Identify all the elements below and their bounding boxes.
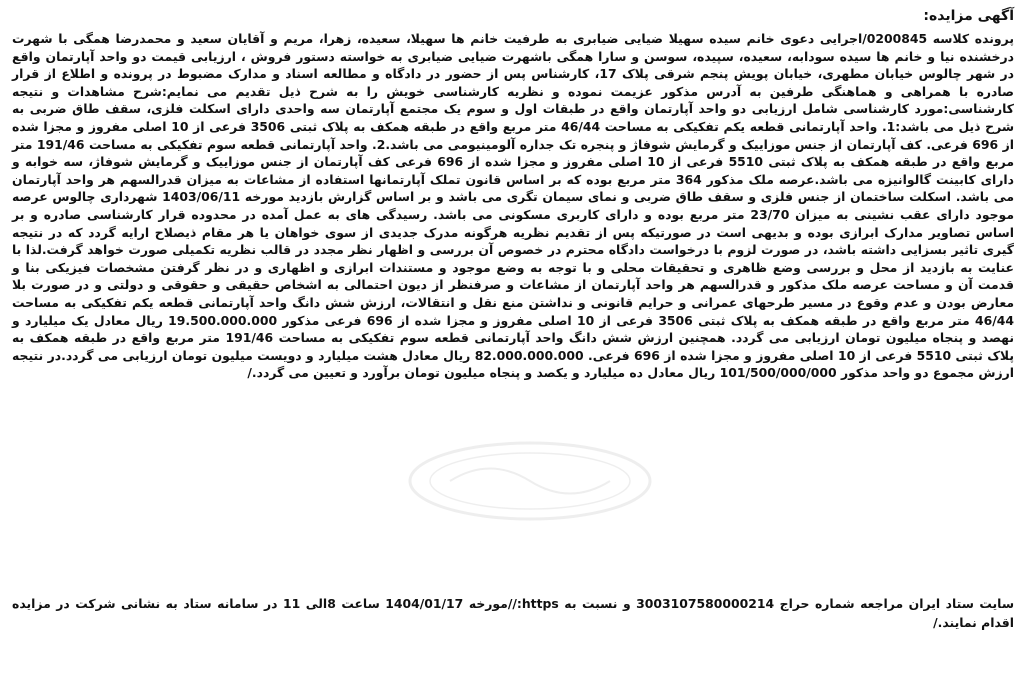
watermark-inner-ring	[430, 453, 630, 509]
watermark-ring	[410, 443, 650, 519]
notice-footer: سایت ستاد ایران مراجعه شماره حراج 3003107580000214 و نسبت به https://مورخه 1404/01/17 ساعت 8الی 11 در سامانه ستاد به نشانی شرکت در مزایده اقدام نمایند./	[12, 596, 1015, 630]
notice-title: آگهی مزایده:	[923, 8, 1014, 24]
watermark-logo	[400, 436, 660, 526]
watermark-ornament	[450, 469, 610, 494]
notice-body: پرونده کلاسه 0200845/اجرایی دعوی خانم سیده سهیلا ضیایی ضیابری به طرفیت خانم ها سهیلا، سعیده، زهرا، مریم و آقایان سعید و محمدرضا همگی با شهرت درخشنده نیا و خانم ها سیده سودابه، سعیده، سپیده، سوسن و سارا همگی باشهرت ضیایی ضیابری به خواسته دستور فروش ، ارزیابی قیمت دو واحد آپارتمان واقع در شهر چالوس خیابان مطهری، خیابان پویش پنجم شرقی پلاک 17، کارشناس پس از حضور در دادگاه و مطالعه اسناد و مدارک مضبوط در پرونده و اطلاع از قرار صادره با همراهی و هماهنگی طرفین به آدرس مذکور عزیمت نموده و نظریه کارشناسی خویش را به شرح ذیل تقدیم می نمایم:شرح مشاهدات و نتیجه کارشناسی:مورد کارشناسی شامل ارزیابی دو واحد آپارتمان واقع در طبقات اول و سوم یک مجتمع آپارتمان سه واحدی دارای اسکلت فلزی، سقف طاق ضربی به شرح ذیل می باشد:1. واحد آپارتمانی قطعه یکم تفکیکی به مساحت 46/44 متر مربع واقع در طبقه همکف به پلاک ثبتی 3506 فرعی از 10 اصلی مفروز و مجزا شده از 696 فرعی. کف آپارتمان از جنس موزاییک و گرمایش شوفاژ و پنجره تک جداره آلومینیومی می باشد.2. واحد آپارتمانی قطعه سوم تفکیکی به مساحت 191/46 متر مربع واقع در طبقه همکف به پلاک ثبتی 5510 فرعی از 10 اصلی مفروز و مجزا شده از 696 فرعی کف آپارتمان از جنس موزاییک و گرمایش شوفاژ، سه خوابه و دارای کابینت گالوانیزه می باشد.عرصه ملک مذکور 364 متر مربع بوده که بر اساس قانون تملک آپارتمانها استفاده از مشاعات به میزان قدرالسهم هر واحد آپارتمان می باشد. اسکلت ساختمان از جنس فلزی و سقف طاق ضربی و نمای سیمان تگری می باشد و بر اساس گزارش بازدید مورخه 1403/06/11 شهرداری چالوس عرصه موجود دارای عقب نشینی به میزان 23/70 متر مربع بوده و دارای کاربری مسکونی می باشد. رسیدگی های به عمل آمده در محدوده قرار کارشناسی صادره و بر اساس تصاویر مدارک ابرازی بوده و بدیهی است در صورتیکه پس از تقدیم نظریه هرگونه مدرک جدیدی از سوی خواهان یا هر مقام ذیصلاح ارایه گردد که در نتیجه گیری تاثیر بسزایی داشته باشد، در صورت لزوم با درخواست دادگاه محترم در خصوص آن بررسی و اظهار نظر مجدد در قالب نظریه تکمیلی صورت خواهد گرفت.لذا با عنایت به بازدید از محل و بررسی وضع ظاهری و تحقیقات محلی و با توجه به وضع موجود و مستندات ابرازی و اظهاری و در نظر گرفتن مشخصات فیزیکی بنا و قدمت آن و مساحت عرصه ملک مذکور و قدرالسهم هر واحد آپارتمان از مشاعات و صرفنظر از دیون احتمالی به اشخاص حقیقی و حقوقی و دولتی و در صورت بلا معارض بودن و عدم وقوع در مسیر طرحهای عمرانی و حرایم قانونی و نداشتن منع نقل و انتقالات، ارزش شش دانگ واحد آپارتمانی قطعه یکم تفکیکی به مساحت 46/44 متر مربع واقع در طبقه همکف به پلاک ثبتی 3506 فرعی از 10 اصلی مفروز و مجزا شده از 696 فرعی مذکور 19.500.000.000 ریال معادل یک میلیارد و نهصد و پنجاه میلیون تومان ارزیابی می گردد. همچنین ارزش شش دانگ واحد آپارتمانی قطعه سوم تفکیکی به مساحت 191/46 متر مربع واقع در طبقه همکف به پلاک ثبتی 5510 فرعی از 10 اصلی مفروز و مجزا شده از 696 فرعی. 82.000.000.000 ریال معادل هشت میلیارد و دویست میلیون تومان ارزیابی می گردد.در نتیجه ارزش مجموع دو واحد مذکور 101/500/000/000 ریال معادل ده میلیارد و یکصد و پنجاه میلیون تومان برآورد و تعیین می گردد./	[12, 31, 1015, 381]
